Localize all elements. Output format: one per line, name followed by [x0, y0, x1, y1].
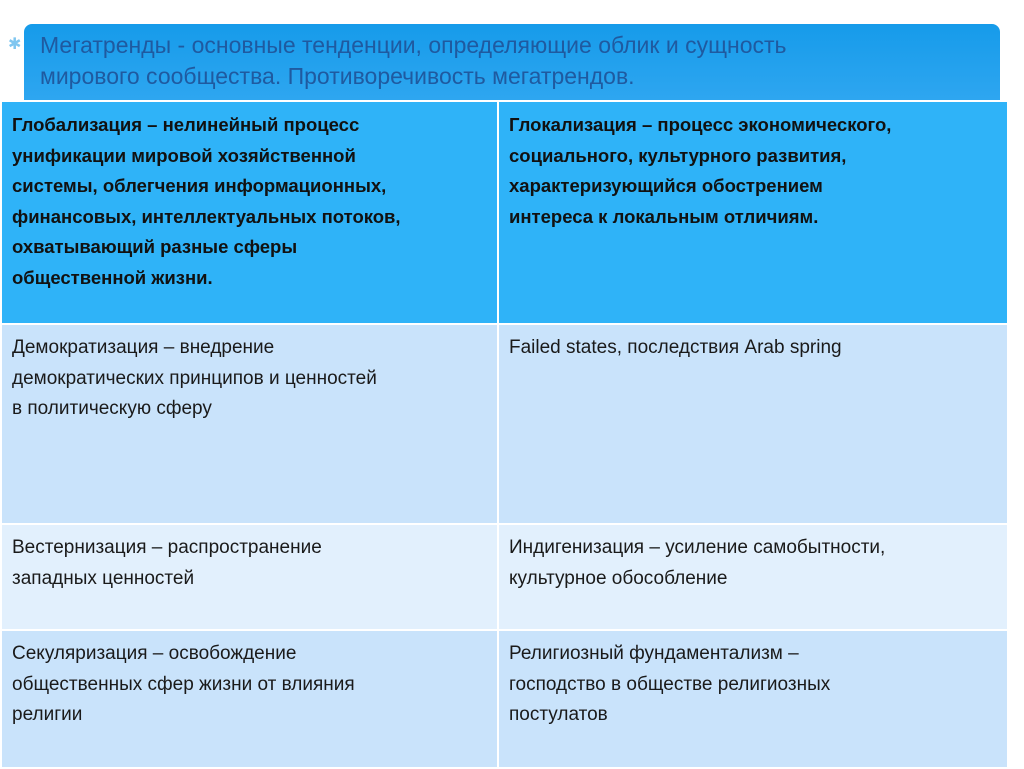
table-cell-right: Религиозный фундаментализм – господство в обществе религиозных постулатов [498, 630, 1008, 768]
table-cell-left: Секуляризация – освобождение общественных сфер жизни от влияния религии [1, 630, 498, 768]
table-row [1, 524, 1008, 630]
bullet-icon: ✱ [8, 36, 22, 53]
table-cell-left: Вестернизация – распространение западных ценностей [1, 524, 498, 630]
slide-title: Мегатренды - основные тенденции, определяющие облик и сущность мирового сообщества. Противоречивость мегатрендов. [40, 32, 787, 89]
table-cell-left: Демократизация – внедрение демократических принципов и ценностей в политическую сферу [1, 324, 498, 524]
table-row [1, 101, 1008, 324]
table-cell-right: Индигенизация – усиление самобытности, культурное обособление [498, 524, 1008, 630]
table-row [1, 630, 1008, 768]
table-cell-left: Глобализация – нелинейный процесс унификации мировой хозяйственной системы, облегчения информационных, финансовых, интеллектуальных потоков, охватывающий разные сферы общественной жизни. [1, 101, 498, 324]
table-cell-right: Глокализация – процесс экономического, социального, культурного развития, характеризующийся обострением интереса к локальным отличиям. [498, 101, 1008, 324]
table-row [1, 324, 1008, 524]
table-cell-right: Failed states, последствия Arab spring [498, 324, 1008, 524]
megatrends-table [0, 100, 1009, 769]
